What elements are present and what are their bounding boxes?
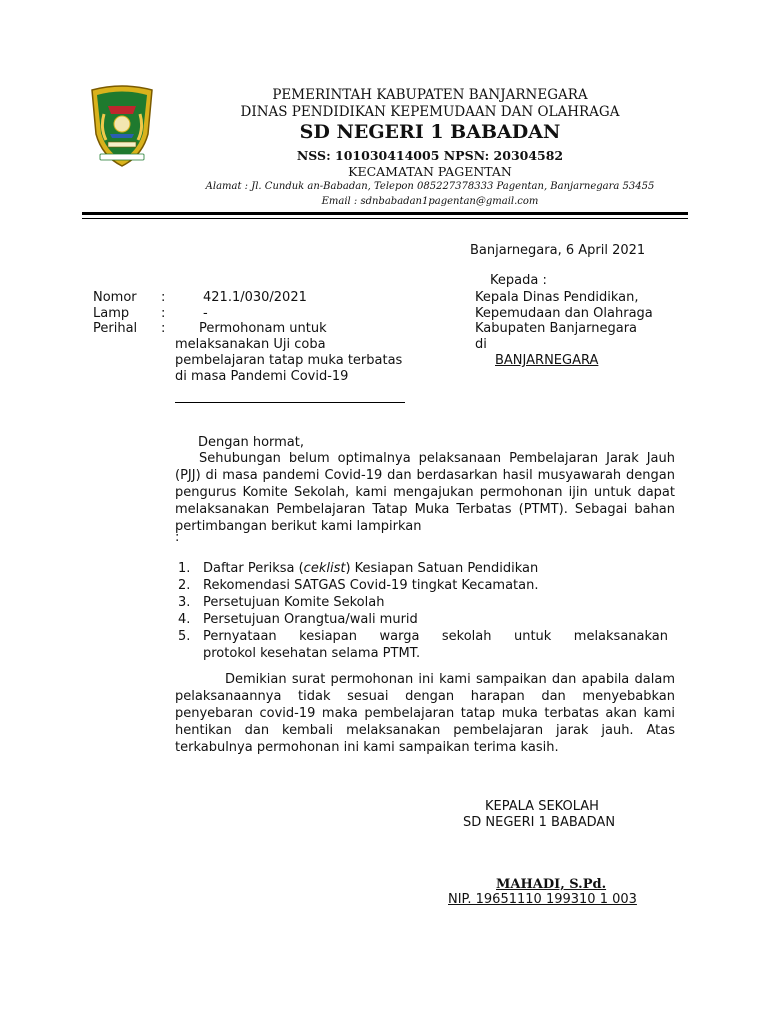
list-item [178, 577, 676, 594]
list-item-text: Persetujuan Komite Sekolah [203, 595, 385, 610]
list-item-number: 1. [178, 561, 191, 576]
letterhead-government: PEMERINTAH KABUPATEN BANJARNEGARA [272, 87, 588, 103]
letterhead-department: DINAS PENDIDIKAN KEPEMUDAAN DAN OLAHRAGA [240, 104, 620, 120]
list-item-text: Rekomendasi SATGAS Covid-19 tingkat Kecamatan. [203, 578, 539, 593]
list-item [178, 611, 676, 628]
letterhead-school-name: SD NEGERI 1 BABADAN [299, 121, 561, 143]
list-item [178, 594, 676, 611]
list-item-number: 4. [178, 612, 191, 627]
letterhead-divider-thin [82, 218, 688, 219]
recipient-city: BANJARNEGARA [495, 353, 599, 368]
list-item-number: 2. [178, 578, 191, 593]
signatory-name: MAHADI, S.Pd. [496, 877, 607, 892]
list-item [178, 560, 676, 577]
body-paragraph-2: Demikian surat permohonan ini kami sampaikan dan apabila dalam pelaksanaannya tidak sesuai dengan harapan dan menyebabkan penyebaran covid-19 maka pembelajaran tatap muka terbatas akan kami hentikan dan kembali melaksanakan pembelajaran jarak jauh. Atas terkabulnya permohonan ini kami sampaikan terima kasih. [175, 672, 675, 755]
recipient-line-1: Kepala Dinas Pendidikan, [475, 290, 639, 305]
letterhead-address: Alamat : Jl. Cunduk an-Babadan, Telepon 085227378333 Pagentan, Banjarnegara 53455 [205, 181, 655, 192]
letterhead-email: Email : sdnbabadan1pagentan@gmail.com [321, 196, 539, 207]
lamp-label: Lamp [93, 306, 130, 321]
list-item-text: protokol kesehatan selama PTMT. [203, 646, 421, 661]
body-paragraph-1: Sehubungan belum optimalnya pelaksanaan Pembelajaran Jarak Jauh (PJJ) di masa pandemi Covid-19 dan berdasarkan hasil musyawarah dengan pengurus Komite Sekolah, kami mengajukan permohonan ijin untuk dapat melaksanakan Pembelajaran Tatap Muka Terbatas (PTMT). Sebagai bahan pertimbangan berikut kami lampirkan [175, 451, 675, 534]
list-item-text-post: ) Kesiapan Satuan Pendidikan [345, 561, 539, 576]
list-item-number: 5. [178, 629, 191, 644]
letterhead-divider-thick [82, 212, 688, 215]
greeting: Dengan hormat, [198, 435, 305, 450]
signature-school: SD NEGERI 1 BABADAN [463, 815, 616, 830]
recipient-label: Kepada : [490, 273, 547, 288]
nomor-colon: : [161, 290, 166, 305]
list-item-text-pre: Daftar Periksa ( [203, 561, 304, 576]
perihal-colon: : [161, 321, 166, 336]
list-item-number: 3. [178, 595, 191, 610]
list-item [178, 628, 676, 645]
lamp-colon: : [161, 306, 166, 321]
recipient-line-4: di [475, 337, 487, 352]
regency-emblem [86, 84, 158, 170]
list-item-text [203, 560, 538, 578]
perihal-line-4: di masa Pandemi Covid-19 [175, 369, 349, 384]
body-paragraph-1-tail: : [175, 530, 180, 545]
perihal-label: Perihal [93, 321, 138, 336]
recipient-line-2: Kepemudaan dan Olahraga [475, 306, 653, 321]
list-item-continuation [178, 645, 676, 662]
attachment-list [178, 560, 676, 662]
list-item-text-emphasis: ceklist [303, 561, 346, 576]
recipient-line-3: Kabupaten Banjarnegara [475, 321, 638, 336]
nomor-value: 421.1/030/2021 [203, 290, 307, 305]
lamp-value: - [203, 306, 208, 321]
nomor-label: Nomor [93, 290, 137, 305]
list-item-text: Persetujuan Orangtua/wali murid [203, 612, 418, 627]
letterhead-nss-npsn: NSS: 101030414005 NPSN: 20304582 [296, 148, 564, 163]
letterhead-district: KECAMATAN PAGENTAN [348, 164, 512, 179]
signature-title: KEPALA SEKOLAH [485, 799, 599, 814]
perihal-line-2: melaksanakan Uji coba [175, 337, 326, 352]
letter-date: Banjarnegara, 6 April 2021 [470, 243, 646, 258]
emblem-icon [86, 84, 158, 170]
perihal-line-1: Permohonam untuk [199, 321, 327, 336]
perihal-underline [175, 402, 405, 403]
list-item-text: Pernyataan kesiapan warga sekolah untuk melaksanakan [203, 629, 668, 644]
signatory-nip: NIP. 19651110 199310 1 003 [448, 892, 637, 907]
perihal-line-3: pembelajaran tatap muka terbatas [175, 353, 403, 368]
